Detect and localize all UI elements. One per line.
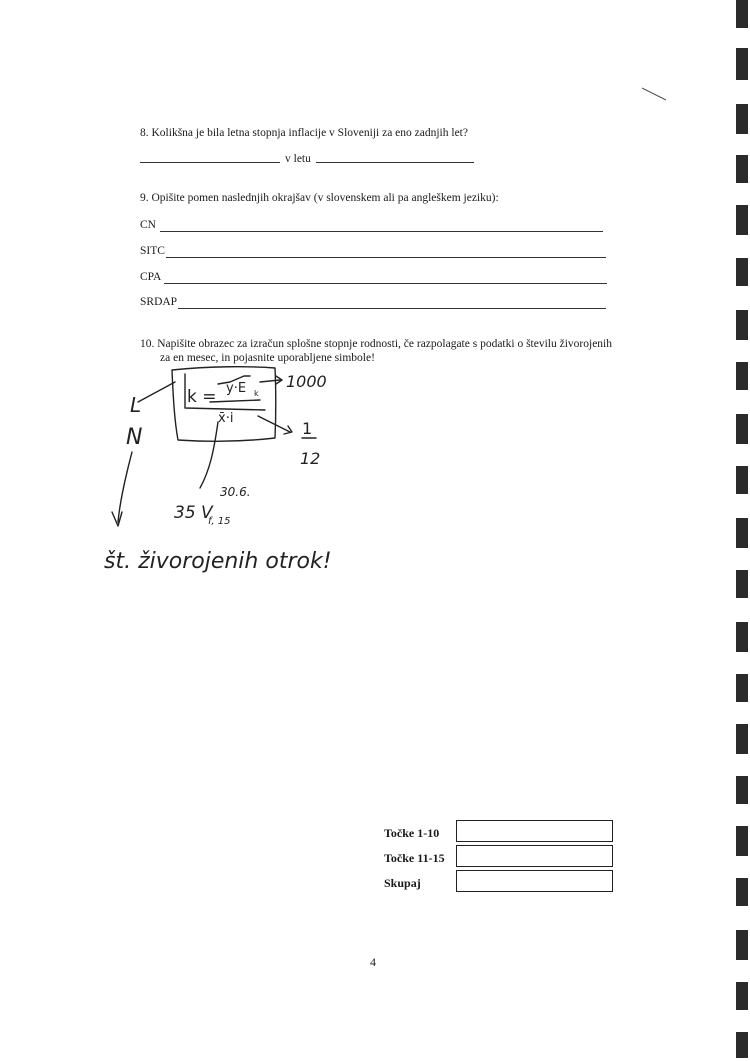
- edge-mark: [736, 982, 748, 1010]
- edge-mark: [736, 155, 748, 183]
- hand-l: L: [130, 393, 142, 417]
- question-9-text: 9. Opišite pomen naslednjih okrajšav (v slovenskem ali pa angleškem jeziku):: [140, 192, 499, 204]
- abbr-label-cpa: CPA: [140, 271, 162, 283]
- edge-mark: [736, 930, 748, 960]
- answer-line-rate[interactable]: [140, 162, 280, 163]
- edge-mark: [736, 48, 748, 80]
- hand-v: 35 V: [174, 503, 213, 523]
- hand-k-value: 1000: [286, 372, 327, 391]
- hand-formula-k: k =: [187, 387, 217, 407]
- arrow-to-1000: [260, 376, 282, 384]
- edge-mark: [736, 310, 748, 340]
- hand-numerator: y·E: [226, 381, 247, 396]
- hand-n: N: [126, 425, 143, 450]
- page-number: 4: [370, 955, 376, 969]
- edge-mark: [736, 258, 748, 286]
- abbr-label-srdap: SRDAP: [140, 296, 178, 308]
- edge-mark: [736, 776, 748, 804]
- question-10-text-line1: 10. Napišite obrazec za izračun splošne stopnje rodnosti, če razpolagate s podatki o številu živorojenih: [140, 338, 612, 350]
- edge-mark: [736, 205, 748, 235]
- edge-mark: [736, 104, 748, 134]
- edge-mark: [736, 414, 748, 444]
- score-label-total: Skupaj: [384, 876, 421, 890]
- edge-mark: [736, 466, 748, 494]
- answer-line-srdap[interactable]: [178, 308, 606, 309]
- score-label-1-10: Točke 1-10: [384, 826, 440, 840]
- answer-line-cpa[interactable]: [164, 283, 607, 284]
- hand-v-sub: f, 15: [208, 516, 231, 527]
- hand-numerator-sub: k: [254, 389, 259, 398]
- edge-mark: [736, 362, 748, 390]
- edge-mark: [736, 0, 748, 28]
- score-box-total[interactable]: [456, 870, 613, 892]
- edge-mark: [736, 674, 748, 702]
- answer-line-year[interactable]: [316, 162, 474, 163]
- edge-mark: [736, 1032, 748, 1058]
- arrow-to-l: [138, 382, 175, 402]
- score-box-1-10[interactable]: [456, 820, 613, 842]
- edge-mark: [736, 724, 748, 754]
- question-10-text-line2: za en mesec, in pojasnite uporabljene simbole!: [160, 352, 375, 364]
- fraction-bar: [210, 400, 260, 402]
- handwritten-answer: [90, 360, 390, 580]
- year-label: v letu: [285, 153, 311, 165]
- hand-twelve: 12: [300, 449, 321, 468]
- arrow-to-v: [200, 422, 218, 488]
- arrow-to-note: [118, 452, 132, 522]
- abbr-label-cn: CN: [140, 219, 156, 231]
- abbr-label-sitc: SITC: [140, 245, 165, 257]
- hand-denominator: x̄·i: [218, 411, 234, 426]
- hand-one: 1: [302, 419, 313, 438]
- edge-mark: [736, 518, 748, 548]
- score-box-11-15[interactable]: [456, 845, 613, 867]
- edge-mark: [736, 570, 748, 598]
- question-8-text: 8. Kolikšna je bila letna stopnja inflacije v Sloveniji za eno zadnjih let?: [140, 127, 468, 139]
- answer-line-sitc[interactable]: [166, 257, 606, 258]
- answer-line-cn[interactable]: [160, 231, 603, 232]
- edge-mark: [736, 826, 748, 856]
- hand-note: št. živorojenih otrok!: [104, 549, 332, 574]
- hand-date: 30.6.: [220, 485, 251, 499]
- edge-mark: [736, 622, 748, 652]
- stray-mark-top-right: [640, 84, 670, 104]
- score-label-11-15: Točke 11-15: [384, 851, 445, 865]
- edge-mark: [736, 878, 748, 906]
